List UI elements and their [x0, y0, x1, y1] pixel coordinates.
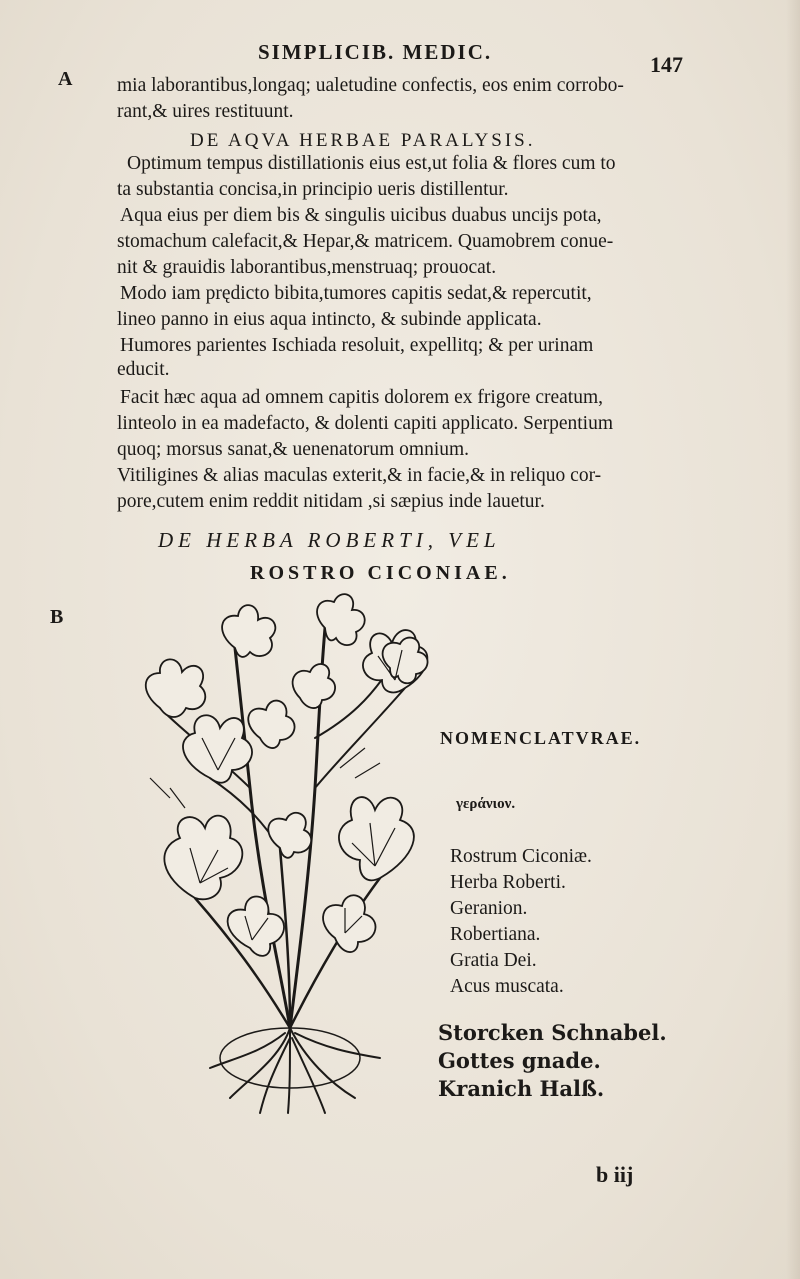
- latin-name-item: Rostrum Ciconiæ.: [450, 846, 592, 867]
- text-line: Vitiligines & alias maculas exterit,& in facie,& in reliquo cor-: [117, 465, 602, 486]
- page-edge-shadow: [786, 0, 800, 1279]
- section-heading-paralysis: DE AQVA HERBAE PARALYSIS.: [190, 130, 536, 151]
- text-line: Facit hæc aqua ad omnem capitis dolorem ex frigore creatum,: [120, 387, 603, 408]
- latin-name-item: Geranion.: [450, 898, 528, 919]
- text-line: educit.: [117, 359, 170, 380]
- signature-mark: b iij: [596, 1162, 634, 1187]
- text-line: Aqua eius per diem bis & singulis uicibus duabus uncijs pota,: [120, 205, 602, 226]
- margin-letter-b: B: [50, 606, 64, 628]
- running-title: SIMPLICIB. MEDIC.: [258, 40, 493, 64]
- text-line: quoq; morsus sanat,& uenenatorum omnium.: [117, 439, 470, 460]
- text-line: mia laborantibus,longaq; ualetudine confectis, eos enim corrobo-: [117, 75, 624, 96]
- text-line: nit & grauidis laborantibus,menstruaq; prouocat.: [117, 257, 497, 278]
- nomenclature-title: NOMENCLATVRAE.: [440, 728, 642, 748]
- text-line: Optimum tempus distillationis eius est,ut folia & flores cum to: [127, 153, 616, 174]
- text-line: Modo iam prędicto bibita,tumores capitis sedat,& repercutit,: [120, 283, 592, 304]
- latin-name-item: Robertiana.: [450, 924, 541, 945]
- latin-name-item: Acus muscata.: [450, 976, 564, 997]
- text-line: rant,& uires restituunt.: [117, 101, 294, 122]
- latin-name-item: Gratia Dei.: [450, 950, 537, 971]
- chapter-subheading: ROSTRO CICONIAE.: [250, 562, 511, 584]
- plant-woodcut-illustration: [140, 588, 440, 1118]
- german-name-item: Storcken Schnabel.: [438, 1020, 667, 1045]
- greek-name: γεράνιον.: [456, 796, 516, 812]
- german-name-item: Kranich Halß.: [438, 1076, 605, 1101]
- chapter-heading: DE HERBA ROBERTI, VEL: [158, 528, 501, 552]
- text-line: Humores parientes Ischiada resoluit, expellitq; & per urinam: [120, 335, 594, 356]
- german-name-item: Gottes gnade.: [438, 1048, 601, 1073]
- text-line: lineo panno in eius aqua intincto, & subinde applicata.: [117, 309, 542, 330]
- latin-name-item: Herba Roberti.: [450, 872, 566, 893]
- text-line: pore,cutem enim reddit nitidam ,si sæpius inde lauetur.: [117, 491, 545, 512]
- text-line: linteolo in ea madefacto, & dolenti capiti applicato. Serpentium: [117, 413, 614, 434]
- text-line: ta substantia concisa,in principio ueris distillentur.: [117, 179, 509, 200]
- page-number: 147: [650, 52, 683, 77]
- margin-letter-a: A: [58, 68, 73, 90]
- text-line: stomachum calefacit,& Hepar,& matricem. Quamobrem conue-: [117, 231, 614, 252]
